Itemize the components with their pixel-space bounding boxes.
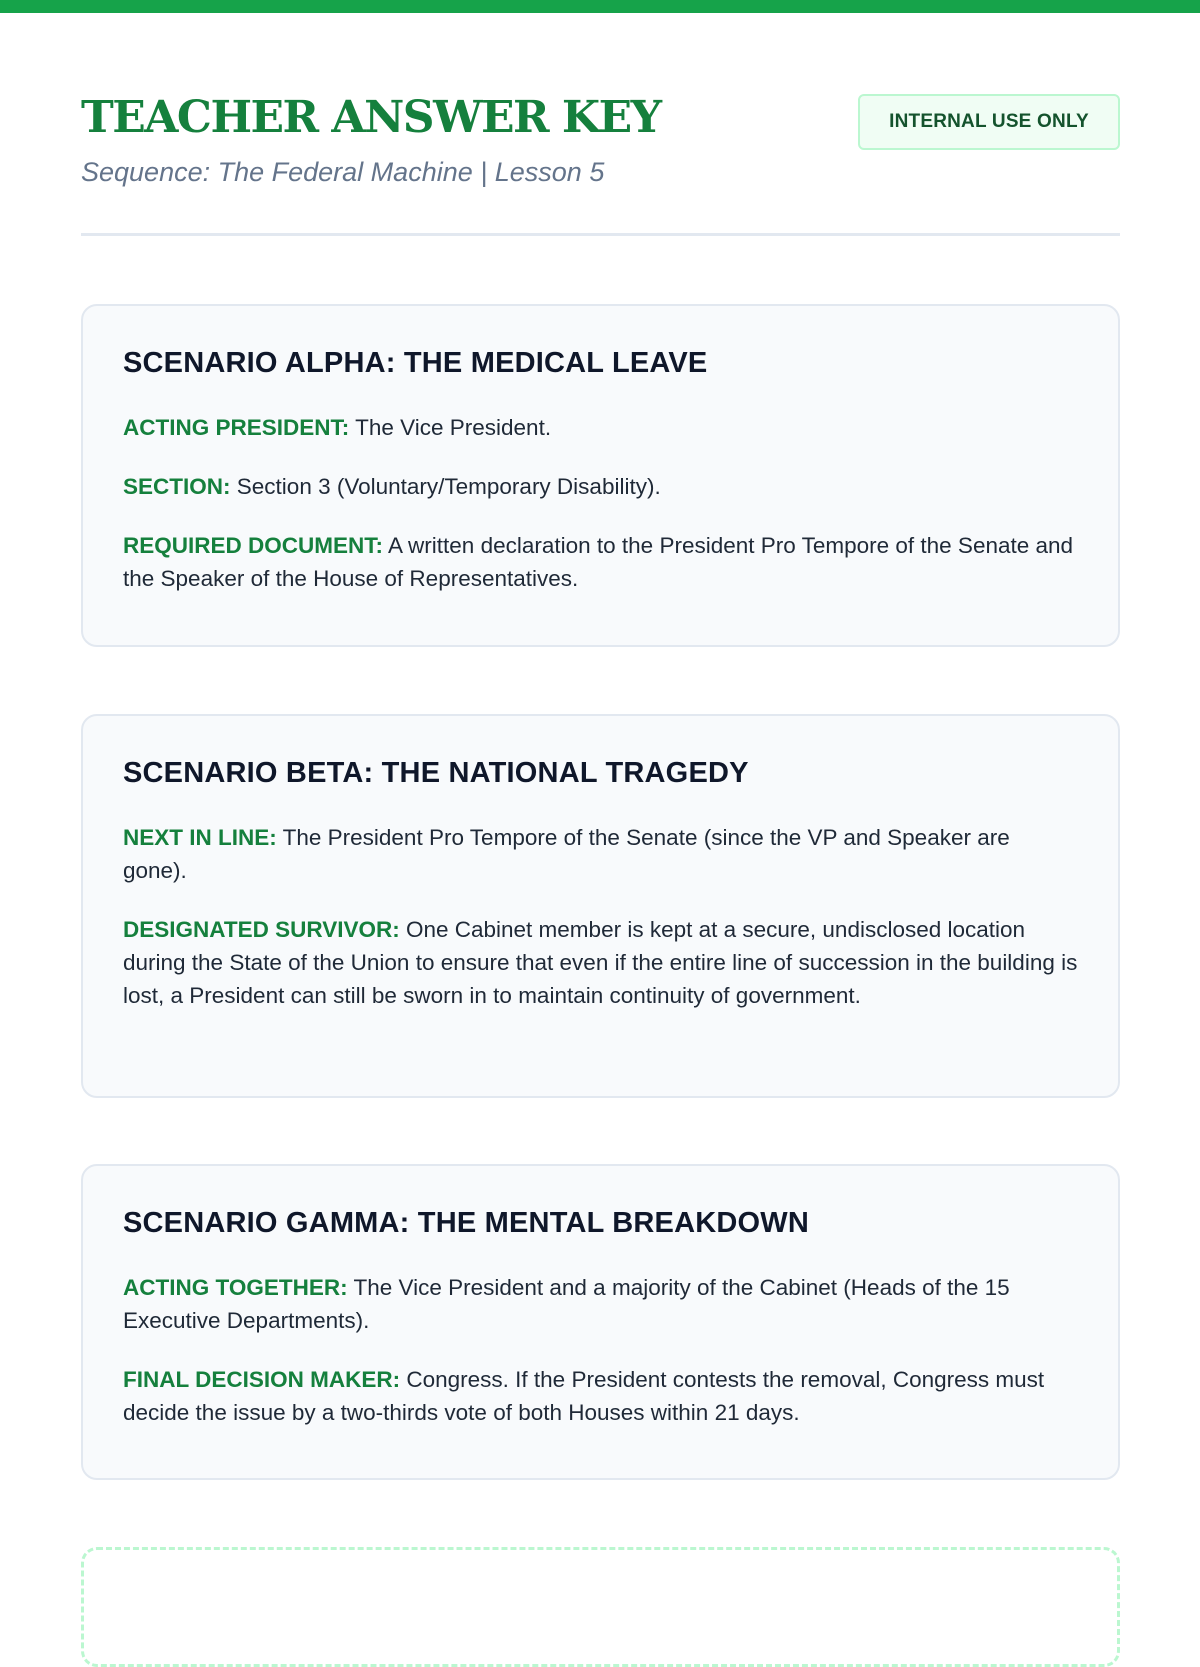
answer-text: Congress. If the President contests the removal, Congress must decide the issue by a two-thirds vote of both Houses within 21 days.: [123, 1366, 1045, 1425]
scenario-answer: [123, 821, 1078, 887]
scenario-answer: [123, 529, 1078, 595]
answer-label: SECTION:: [123, 473, 231, 499]
answer-label: ACTING TOGETHER:: [123, 1274, 348, 1300]
scenario-answer: [123, 1271, 1078, 1337]
scenario-answer: [123, 470, 1078, 503]
answer-text: A written declaration to the President Pro Tempore of the Senate and the Speaker of the House of Representatives.: [123, 532, 1074, 591]
page-title: TEACHER ANSWER KEY: [81, 92, 661, 143]
page-header: [81, 0, 1120, 236]
answer-label: REQUIRED DOCUMENT:: [123, 532, 384, 558]
scenario-answer: [123, 411, 1078, 444]
page-subtitle: Sequence: The Federal Machine | Lesson 5: [81, 157, 605, 187]
scenario-card-alpha: [81, 304, 1120, 647]
answer-label: ACTING PRESIDENT:: [123, 414, 350, 440]
answer-text: The President Pro Tempore of the Senate (since the VP and Speaker are gone).: [123, 824, 1010, 883]
scenario-title: SCENARIO BETA: THE NATIONAL TRAGEDY: [123, 757, 749, 789]
answer-text: One Cabinet member is kept at a secure, undisclosed location during the State of the Union to ensure that even if the entire line of succession in the building is lost, a President can still be sworn in to maintain continuity of government.: [123, 916, 1078, 1008]
scenario-card-beta: [81, 714, 1120, 1098]
answer-label: DESIGNATED SURVIVOR:: [123, 916, 400, 942]
dashed-notes-box: [81, 1547, 1120, 1667]
answer-text: Section 3 (Voluntary/Temporary Disability).: [236, 473, 661, 499]
answer-text: The Vice President and a majority of the Cabinet (Heads of the 15 Executive Departments).: [123, 1274, 1010, 1333]
scenario-answer: [123, 913, 1078, 1012]
scenario-title: SCENARIO GAMMA: THE MENTAL BREAKDOWN: [123, 1207, 809, 1239]
scenario-card-gamma: [81, 1164, 1120, 1480]
answer-text: The Vice President.: [355, 414, 552, 440]
scenario-title: SCENARIO ALPHA: THE MEDICAL LEAVE: [123, 347, 708, 379]
scenario-answer: [123, 1363, 1078, 1429]
answer-key-page: [81, 0, 1120, 1425]
answer-label: NEXT IN LINE:: [123, 824, 277, 850]
answer-label: FINAL DECISION MAKER:: [123, 1366, 401, 1392]
internal-use-badge: INTERNAL USE ONLY: [858, 94, 1120, 150]
